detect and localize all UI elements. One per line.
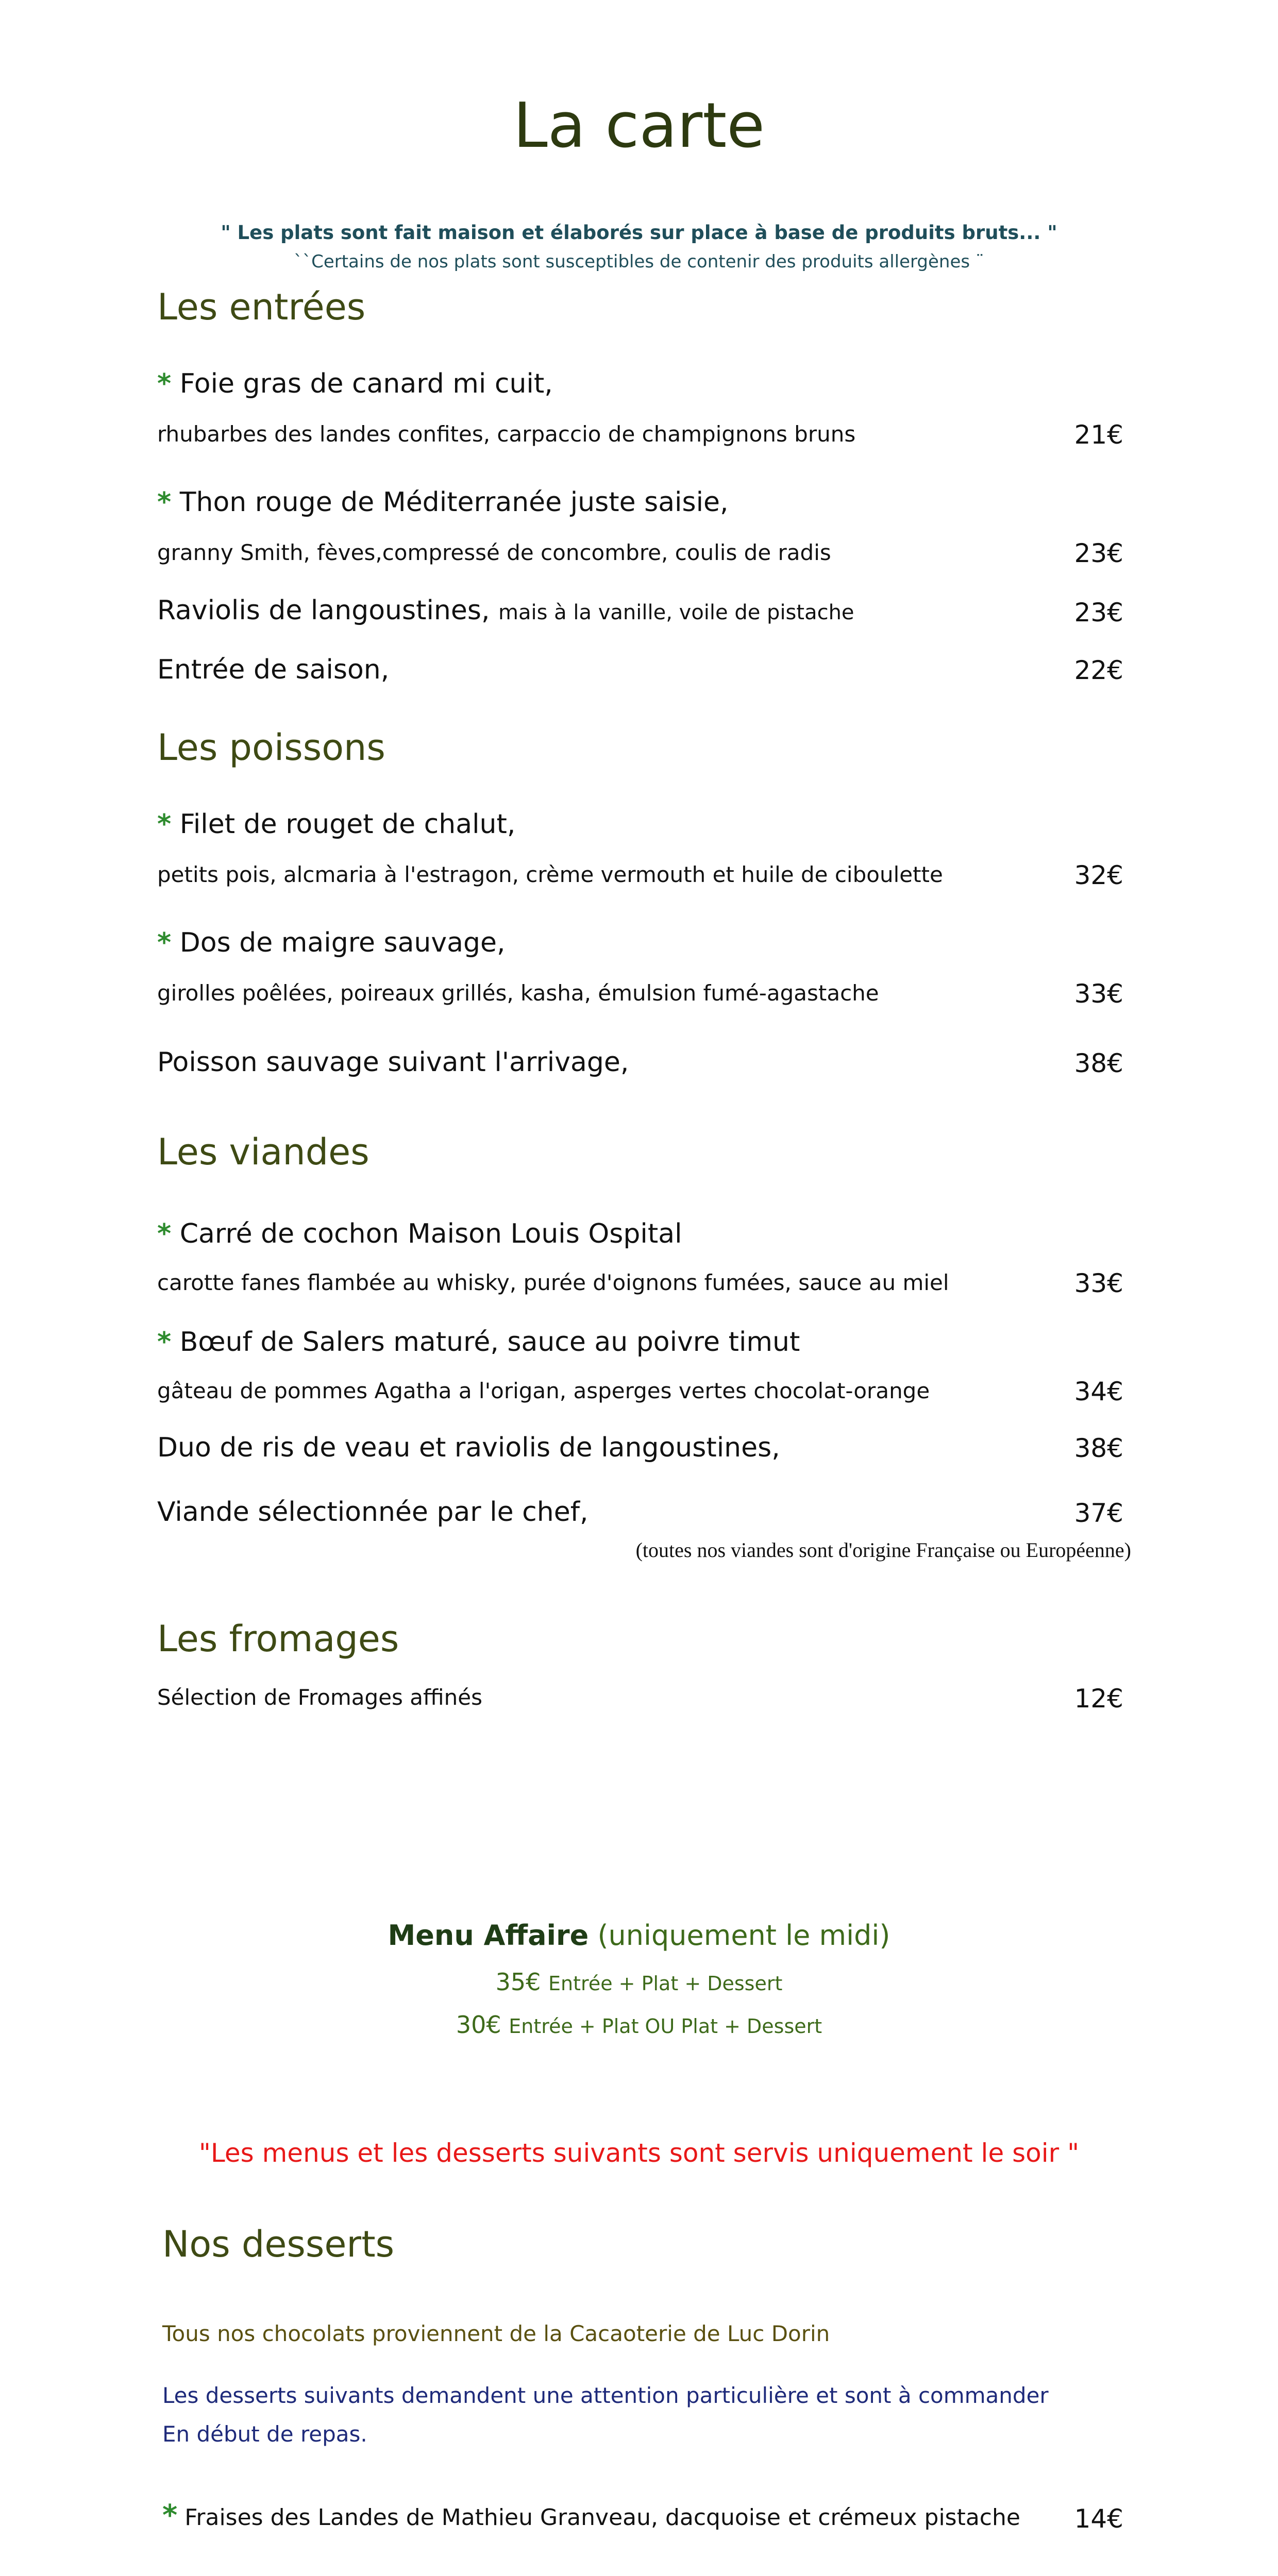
chocolate-origin-note: Tous nos chocolats proviennent de la Cacaoterie de Luc Dorin xyxy=(162,2321,830,2346)
dish-description: petits pois, alcmaria à l'estragon, crème vermouth et huile de ciboulette xyxy=(157,862,943,887)
section-title-poissons: Les poissons xyxy=(157,726,385,769)
dish-name: * Foie gras de canard mi cuit, xyxy=(157,368,553,399)
asterisk-icon: * xyxy=(157,368,172,399)
dish-name: * Bœuf de Salers maturé, sauce au poivre timut xyxy=(157,1327,800,1358)
dish-price: 33€ xyxy=(1074,1268,1123,1298)
dish-name: * Filet de rouget de chalut, xyxy=(157,809,516,840)
dessert-price: 14€ xyxy=(1074,2504,1123,2534)
asterisk-icon: * xyxy=(162,2499,178,2532)
menu-affaire-subtitle: (uniquement le midi) xyxy=(597,1919,890,1952)
menu-affaire-title: Menu Affaire xyxy=(388,1919,589,1952)
section-title-entrees: Les entrées xyxy=(157,286,366,328)
dish-inline-description: mais à la vanille, voile de pistache xyxy=(498,601,854,624)
dish-name: * Carré de cochon Maison Louis Ospital xyxy=(157,1218,682,1249)
dish-price: 32€ xyxy=(1074,860,1123,890)
dish-name: Duo de ris de veau et raviolis de langoustines, xyxy=(157,1432,780,1463)
asterisk-icon: * xyxy=(157,927,172,958)
intro-homemade-note: " Les plats sont fait maison et élaborés sur place à base de produits bruts... " xyxy=(221,222,1057,244)
dish-name: Entrée de saison, xyxy=(157,654,390,685)
dessert-name: * Fraises des Landes de Mathieu Granveau, dacquoise et crémeux pistache xyxy=(162,2499,1020,2532)
section-title-viandes: Les viandes xyxy=(157,1131,369,1173)
dish-price: 12€ xyxy=(1074,1684,1123,1714)
dish-name: Viande sélectionnée par le chef, xyxy=(157,1497,588,1528)
meat-origin-note: (toutes nos viandes sont d'origine Française ou Européenne) xyxy=(635,1538,1131,1562)
intro-allergen-note: ``Certains de nos plats sont susceptibles de contenir des produits allergènes ¨ xyxy=(294,251,984,272)
dish-price: 23€ xyxy=(1074,598,1123,628)
dish-description: rhubarbes des landes confites, carpaccio de champignons bruns xyxy=(157,421,856,447)
dish-price: 37€ xyxy=(1074,1498,1123,1528)
evening-only-notice: "Les menus et les desserts suivants sont servis uniquement le soir " xyxy=(198,2138,1080,2168)
menu-affaire-option: 30€ Entrée + Plat OU Plat + Dessert xyxy=(456,2011,822,2039)
asterisk-icon: * xyxy=(157,1218,172,1249)
dish-description: granny Smith, fèves,compressé de concombre, coulis de radis xyxy=(157,540,831,565)
dish-name: Poisson sauvage suivant l'arrivage, xyxy=(157,1047,629,1078)
menu-affaire-heading xyxy=(0,1919,1278,1952)
dish-description: gâteau de pommes Agatha a l'origan, asperges vertes chocolat-orange xyxy=(157,1378,930,1403)
asterisk-icon: * xyxy=(157,487,172,518)
dish-name: * Thon rouge de Méditerranée juste saisie, xyxy=(157,487,729,518)
page-title: La carte xyxy=(513,90,765,162)
dish-price: 38€ xyxy=(1074,1048,1123,1078)
dish-description: Sélection de Fromages affinés xyxy=(157,1685,482,1710)
dish-price: 33€ xyxy=(1074,979,1123,1009)
order-ahead-note: Les desserts suivants demandent une attention particulière et sont à commander xyxy=(162,2383,1049,2408)
section-title-fromages: Les fromages xyxy=(157,1618,399,1660)
menu-affaire-option: 35€ Entrée + Plat + Dessert xyxy=(495,1968,783,1996)
dish-name: * Dos de maigre sauvage, xyxy=(157,927,506,958)
asterisk-icon: * xyxy=(157,809,172,840)
dish-description: girolles poêlées, poireaux grillés, kasha, émulsion fumé-agastache xyxy=(157,980,879,1006)
dish-description: carotte fanes flambée au whisky, purée d'oignons fumées, sauce au miel xyxy=(157,1270,949,1295)
asterisk-icon: * xyxy=(157,1327,172,1358)
dish-price: 34€ xyxy=(1074,1377,1123,1406)
dish-name: Raviolis de langoustines, mais à la vanille, voile de pistache xyxy=(157,595,854,626)
order-ahead-note: En début de repas. xyxy=(162,2421,367,2447)
dish-price: 21€ xyxy=(1074,420,1123,450)
dish-price: 38€ xyxy=(1074,1433,1123,1463)
dish-price: 23€ xyxy=(1074,538,1123,568)
dish-price: 22€ xyxy=(1074,655,1123,685)
section-title-desserts: Nos desserts xyxy=(162,2223,395,2265)
